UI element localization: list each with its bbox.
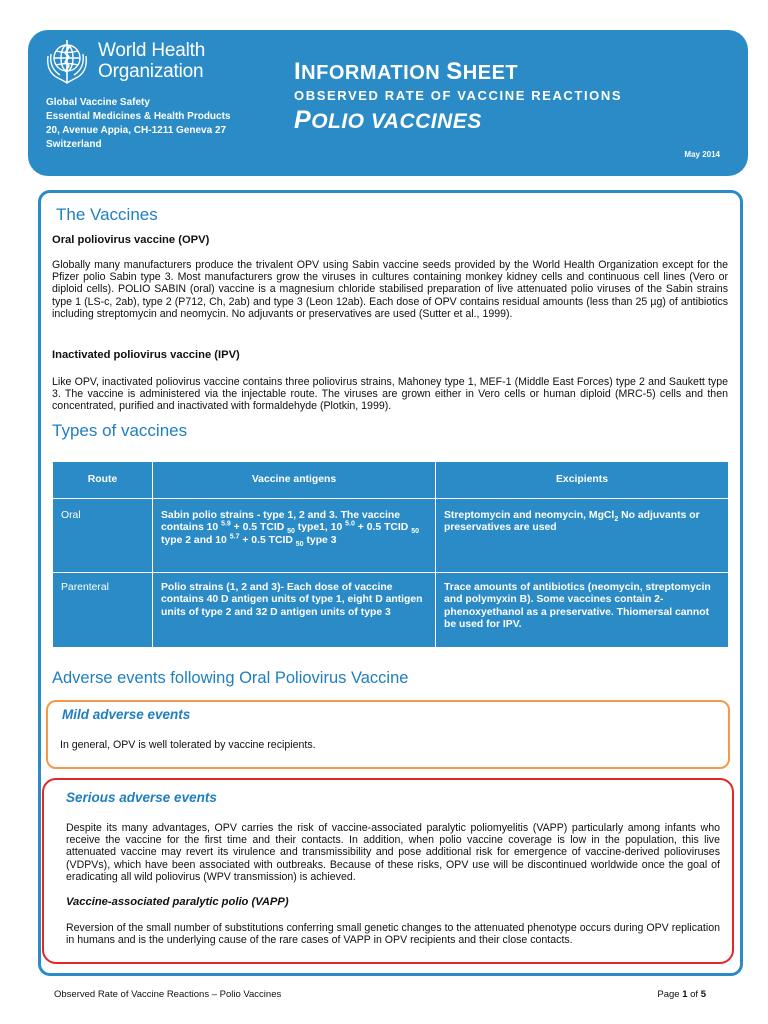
header-banner — [28, 30, 748, 176]
sheet-subtitle: OBSERVED RATE OF VACCINE REACTIONS — [294, 88, 623, 103]
address-line: Global Vaccine Safety — [46, 97, 150, 108]
sheet-title: INFORMATION SHEET — [294, 58, 519, 85]
table-row — [53, 573, 729, 648]
mild-events-heading: Mild adverse events — [62, 707, 191, 722]
vaccine-title: POLIO VACCINES — [294, 106, 482, 134]
mild-events-text: In general, OPV is well tolerated by vaccine recipients. — [60, 739, 316, 751]
table-row — [53, 499, 729, 573]
section-heading-types: Types of vaccines — [52, 421, 188, 440]
section-heading-adverse: Adverse events following Oral Poliovirus Vaccine — [52, 669, 409, 687]
footer-title: Observed Rate of Vaccine Reactions – Polio Vaccines — [54, 989, 282, 1000]
excipient-cell: Trace amounts of antibiotics (neomycin, streptomycin and polymyxin B). Some vaccines contain 2-phenoxyethanol as a preservative. Thiomersal cannot be used for IPV. — [436, 573, 729, 648]
opv-paragraph: Globally many manufacturers produce the trivalent OPV using Sabin vaccine seeds provided by the World Health Organization except for the Pfizer polio Sabin type 3. Most manufacturers grow the viruses in cultures containing monkey kidney cells and continuous cell lines (Vero or diploid cells). POLIO SABIN (oral) vaccine is a magnesium chloride stabilised preparation of live attenuated polio viruses of the Sabin strains type 1 (LS-c, 2ab), type 2 (P712, Ch, 2ab) and type 3 (Leon 12ab). Each dose of OPV contains residual amounts (less than 25 µg) of antibiotics including streptomycin and neomycin. No adjuvants or preservatives are used (Sutter et al., 1999). — [52, 259, 728, 320]
vaccine-types-table — [52, 461, 729, 648]
table-header-row — [53, 462, 729, 499]
section-heading-vaccines: The Vaccines — [56, 205, 158, 224]
who-logo — [42, 36, 242, 88]
org-name-line2: Organization — [98, 61, 204, 82]
serious-events-heading: Serious adverse events — [66, 790, 217, 805]
org-name-line1: World Health — [98, 40, 206, 61]
antigen-cell: Polio strains (1, 2 and 3)- Each dose of vaccine contains 40 D antigen units of type 1, eight D antigen units of type 2 and 32 D antigen units of type 3 — [153, 573, 436, 648]
column-header: Excipients — [436, 462, 729, 499]
ipv-paragraph: Like OPV, inactivated poliovirus vaccine contains three poliovirus strains, Mahoney type 1, MEF-1 (Middle East Forces) type 2 and Saukett type 3. The vaccine is administered via the injectable route. The viruses are grown either in Vero cells or human diploid (MRC-5) cells and then concentrated, purified and inactivated with formaldehyde (Plotkin, 1999). — [52, 376, 728, 413]
route-cell: Parenteral — [53, 573, 153, 648]
address-line: Switzerland — [46, 139, 102, 150]
publication-date: May 2014 — [684, 150, 720, 159]
vapp-heading: Vaccine-associated paralytic polio (VAPP) — [66, 896, 289, 908]
ipv-heading: Inactivated poliovirus vaccine (IPV) — [52, 349, 240, 361]
vapp-text: Reversion of the small number of substitutions conferring small genetic changes to the attenuated phenotype occurs during OPV replication in humans and is the underlying cause of the rare cases of VAPP in OPV recipients and their close contacts. — [66, 922, 720, 947]
who-emblem-icon — [42, 36, 92, 86]
antigen-cell: Sabin polio strains - type 1, 2 and 3. The vaccine contains 10 $^{5.9}$ + 0.5 TCID $_{50}$ type1, 10 $^{5.0}$ + 0.5 TCID $_{50}$ type 2 and 10 $^{5.7}$ + 0.5 TCID $_{50}$ type 3 — [153, 499, 436, 573]
route-cell: Oral — [53, 499, 153, 573]
address-block — [46, 96, 231, 152]
excipient-cell: Streptomycin and neomycin, MgCl$_2$ No adjuvants or preservatives are used — [436, 499, 729, 573]
address-line: Essential Medicines & Health Products — [46, 111, 231, 122]
serious-events-text: Despite its many advantages, OPV carries the risk of vaccine-associated paralytic poliomyelitis (VAPP) particularly among infants who receive the vaccine for the first time and their contacts. In addition, when polio vaccine coverage is low in the population, this live attenuated vaccine may revert its virulence and transmissibility and pose additional risk for emergence of vaccine-derived polioviruses (VDPVs), which have been associated with outbreaks. Because of these risks, OPV use will be discontinued worldwide once the goal of eradicating all wild poliovirus (WPV transmission) is achieved. — [66, 822, 720, 883]
column-header: Vaccine antigens — [153, 462, 436, 499]
page-number: Page 1 of 5 — [657, 989, 706, 1000]
opv-heading: Oral poliovirus vaccine (OPV) — [52, 234, 210, 246]
column-header: Route — [53, 462, 153, 499]
address-line: 20, Avenue Appia, CH-1211 Geneva 27 — [46, 125, 227, 136]
